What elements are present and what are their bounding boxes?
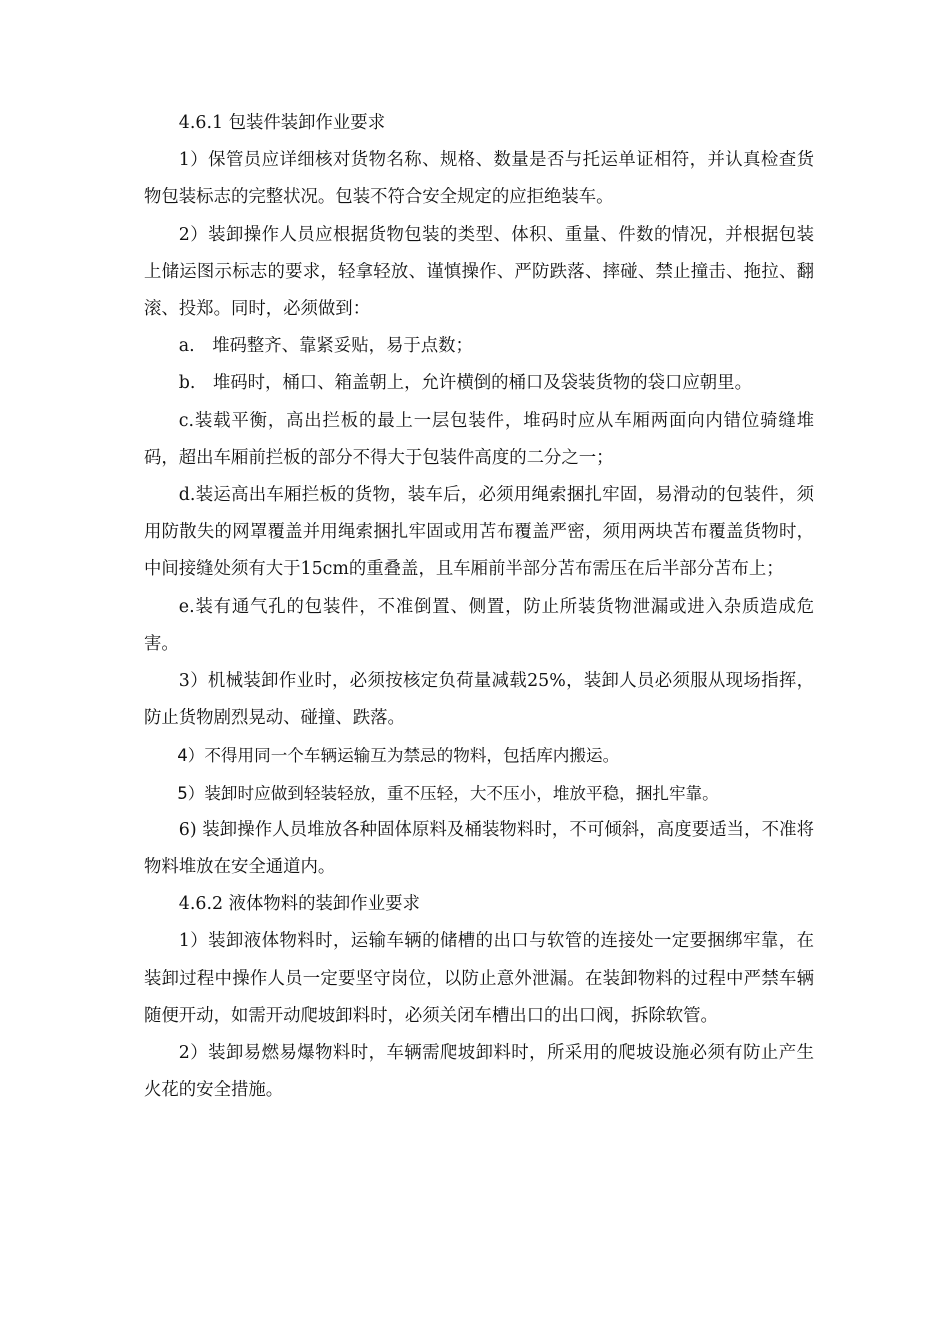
paragraph-item-c: c.装载平衡，高出拦板的最上一层包装件，堆码时应从车厢两面向内错位骑缝堆码，超出车厢前拦板的部分不得大于包装件高度的二分之一； xyxy=(144,410,814,468)
document-page xyxy=(144,105,814,1109)
paragraph-liquid-item-1: 1）装卸液体物料时，运输车辆的储槽的出口与软管的连接处一定要捆绑牢靠，在装卸过程中操作人员一定要坚守岗位，以防止意外泄漏。在装卸物料的过程中严禁车辆随便开动，如需开动爬坡卸料时，必须关闭车槽出口的出口阀，拆除软管。 xyxy=(144,931,814,1026)
section-heading-4-6-2: 4.6.2 液体物料的装卸作业要求 xyxy=(178,894,420,915)
paragraph-item-a: a. 堆码整齐、靠紧妥贴，易于点数； xyxy=(178,336,473,357)
paragraph-item-1: 1）保管员应详细核对货物名称、规格、数量是否与托运单证相符，并认真检查货物包装标志的完整状况。包装不符合安全规定的应拒绝装车。 xyxy=(144,150,814,208)
paragraph-item-b: b. 堆码时，桶口、箱盖朝上，允许横倒的桶口及袋装货物的袋口应朝里。 xyxy=(178,373,752,394)
paragraph-item-e: e.装有通气孔的包装件，不准倒置、侧置，防止所装货物泄漏或进入杂质造成危害。 xyxy=(144,596,814,654)
paragraph-item-4: 4）不得用同一个车辆运输互为禁忌的物料，包括库内搬运。 xyxy=(177,746,620,766)
section-heading-4-6-1: 4.6.1 包装件装卸作业要求 xyxy=(178,113,386,133)
paragraph-item-d: d.装运高出车厢拦板的货物，装车后，必须用绳索捆扎牢固，易滑动的包装件，须用防散失的网罩覆盖并用绳索捆扎牢固或用苫布覆盖严密，须用两块苫布覆盖货物时，中间接缝处须有大于15cm的重叠盖，且车厢前半部分苫布需压在后半部分苫布上； xyxy=(144,485,814,580)
paragraph-item-2: 2）装卸操作人员应根据货物包装的类型、体积、重量、件数的情况，并根据包装上储运图示标志的要求，轻拿轻放、谨慎操作、严防跌落、摔碰、禁止撞击、拖拉、翻滚、投郑。同时，必须做到： xyxy=(144,224,814,320)
paragraph-item-3: 3）机械装卸作业时，必须按核定负荷量减载25%，装卸人员必须服从现场指挥，防止货物剧烈晃动、碰撞、跌落。 xyxy=(144,671,814,729)
paragraph-item-6: 6) 装卸操作人员堆放各种固体原料及桶装物料时，不可倾斜，高度要适当，不准将物料堆放在安全通道内。 xyxy=(144,819,814,878)
paragraph-item-5: 5）装卸时应做到轻装轻放，重不压轻，大不压小，堆放平稳，捆扎牢靠。 xyxy=(177,783,719,803)
paragraph-liquid-item-2: 2）装卸易燃易爆物料时，车辆需爬坡卸料时，所采用的爬坡设施必须有防止产生火花的安全措施。 xyxy=(144,1043,814,1101)
